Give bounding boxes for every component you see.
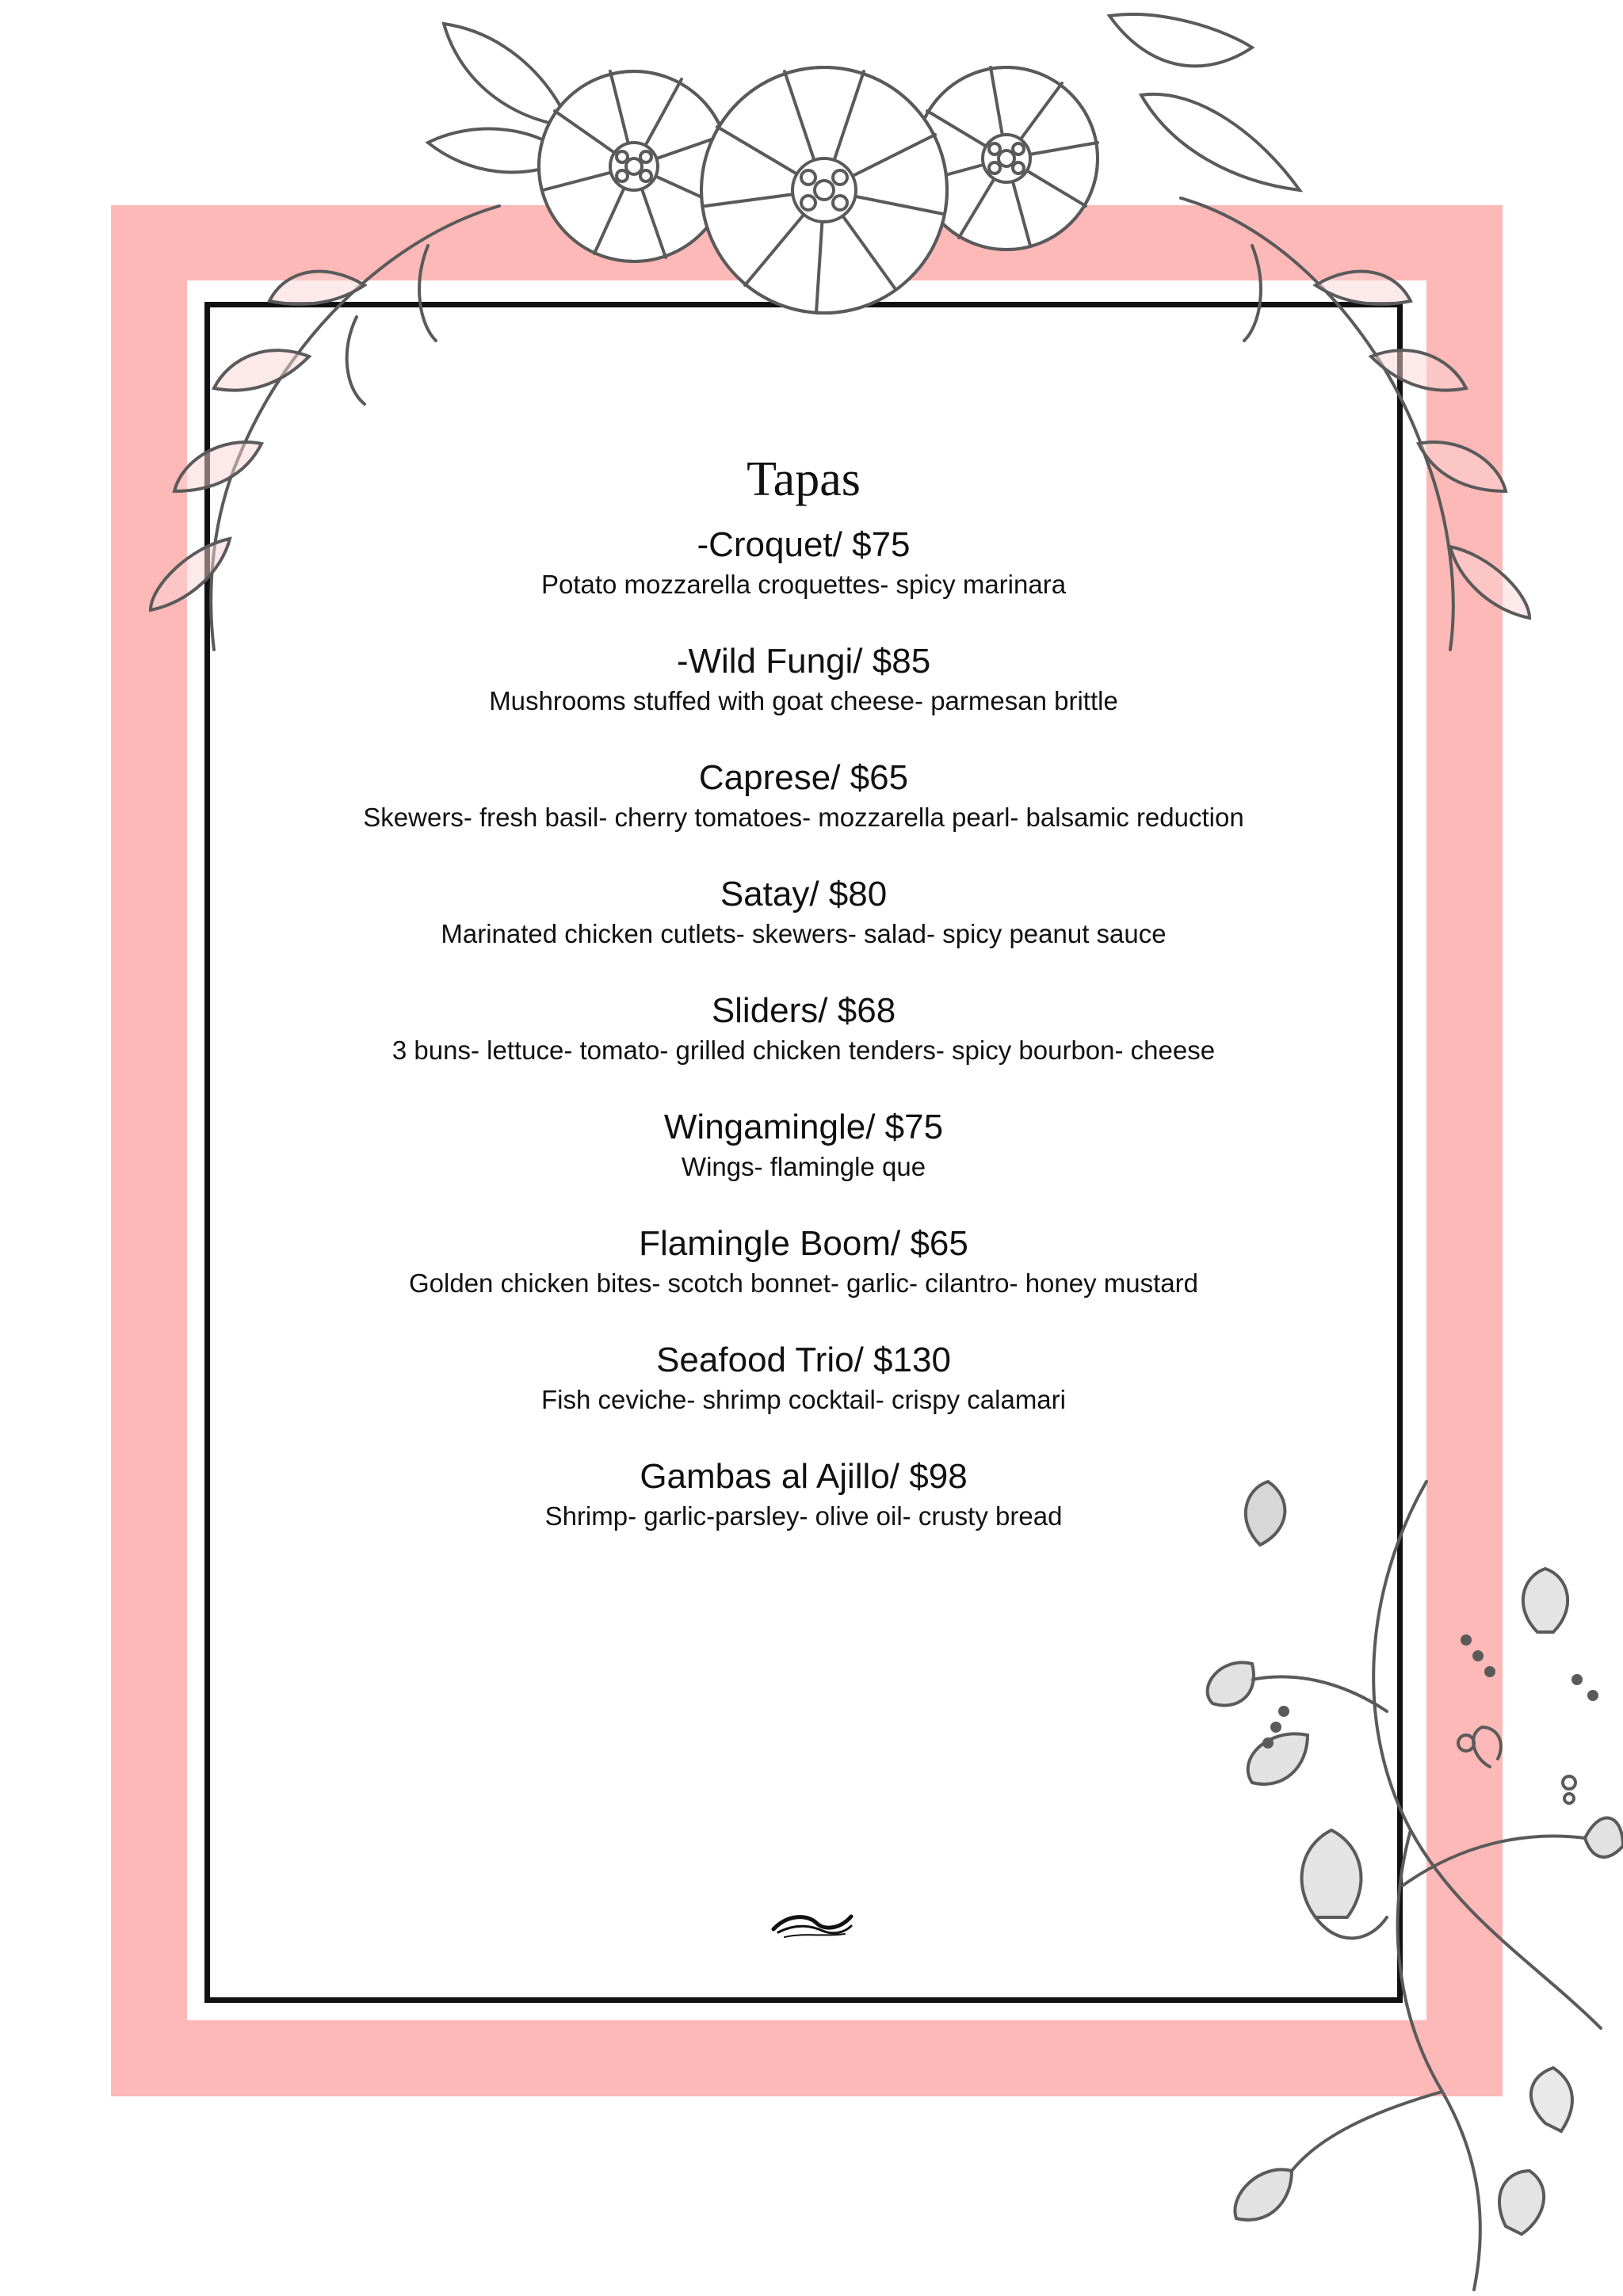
menu-item	[204, 1338, 1403, 1417]
menu-item	[204, 1222, 1403, 1301]
menu-item	[204, 1455, 1403, 1534]
menu-item	[204, 1105, 1403, 1184]
menu-item-name: Sliders/ $68	[711, 991, 896, 1030]
menu-content	[204, 444, 1403, 1571]
menu-item-description: Shrimp- garlic-parsley- olive oil- crusty bread	[544, 1501, 1063, 1531]
menu-item-name: Flamingle Boom/ $65	[639, 1224, 968, 1263]
menu-item-description: Skewers- fresh basil- cherry tomatoes- mozzarella pearl- balsamic reduction	[363, 803, 1244, 832]
menu-item-description: Wings- flamingle que	[681, 1152, 926, 1181]
menu-item-name: -Wild Fungi/ $85	[676, 642, 931, 681]
menu-title: Tapas	[747, 452, 861, 506]
menu-item	[204, 523, 1403, 602]
menu-item	[204, 639, 1403, 719]
menu-item-name: Caprese/ $65	[698, 758, 909, 797]
swash-divider-icon	[769, 1905, 856, 1945]
menu-item-name: -Croquet/ $75	[697, 525, 911, 564]
menu-item-description: Fish ceviche- shrimp cocktail- crispy calamari	[541, 1385, 1066, 1414]
menu-item-name: Seafood Trio/ $130	[656, 1341, 951, 1379]
menu-item-description: Marinated chicken cutlets- skewers- salad- spicy peanut sauce	[441, 919, 1167, 948]
menu-item-description: Golden chicken bites- scotch bonnet- garlic- cilantro- honey mustard	[409, 1268, 1198, 1298]
menu-item	[204, 756, 1403, 835]
menu-item-description: Mushrooms stuffed with goat cheese- parmesan brittle	[489, 686, 1118, 715]
menu-item	[204, 872, 1403, 952]
menu-item-name: Satay/ $80	[720, 875, 888, 913]
menu-item-name: Gambas al Ajillo/ $98	[640, 1457, 968, 1496]
menu-item-description: Potato mozzarella croquettes- spicy marinara	[540, 570, 1067, 599]
menu-item-description: 3 buns- lettuce- tomato- grilled chicken tenders- spicy bourbon- cheese	[391, 1035, 1216, 1065]
floral-bottom-right-illustration	[1205, 1474, 1623, 2296]
menu-item	[204, 989, 1403, 1068]
menu-item-name: Wingamingle/ $75	[663, 1108, 944, 1146]
